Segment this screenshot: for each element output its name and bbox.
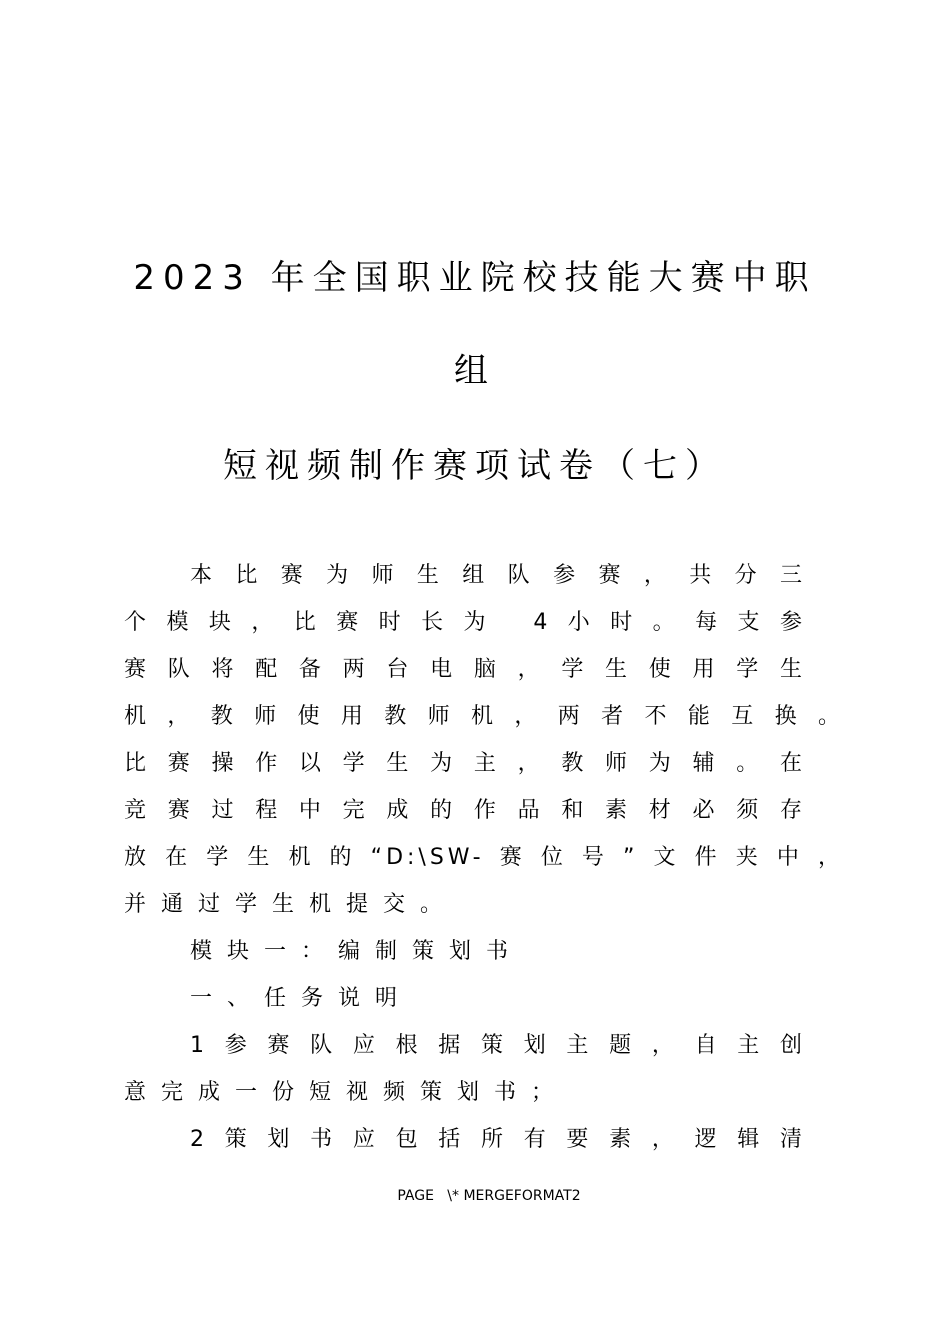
intro-line-2: 个模块，比赛时长为 4小时。每支参	[124, 610, 806, 635]
item2-line-1: 2策划书应包括所有要素，逻辑清	[190, 1127, 806, 1152]
intro-line-6: 竞赛过程中完成的作品和素材必须存	[124, 798, 806, 823]
intro-line-8: 并通过学生机提交。	[124, 892, 458, 917]
module-heading: 模块一：编制策划书	[190, 939, 524, 964]
title-line-1: 2023 年全国职业院校技能大赛中职	[133, 258, 817, 298]
title-line-2: 组	[454, 351, 496, 391]
intro-line-4: 机，教师使用教师机，两者不能互换。	[124, 704, 844, 729]
item1-line-2: 意完成一份短视频策划书；	[124, 1080, 569, 1105]
section-heading: 一、任务说明	[190, 986, 413, 1011]
page-footer: PAGE \* MERGEFORMAT2	[397, 1188, 581, 1204]
intro-line-3: 赛队将配备两台电脑，学生使用学生	[124, 657, 806, 682]
intro-line-7: 放在学生机的“D:\SW-赛位号”文件夹中，	[124, 845, 844, 870]
intro-line-1: 本比赛为师生组队参赛，共分三	[190, 563, 806, 588]
intro-line-5: 比赛操作以学生为主，教师为辅。在	[124, 751, 806, 776]
item1-line-1: 1参赛队应根据策划主题，自主创	[190, 1033, 806, 1058]
title-line-3: 短视频制作赛项试卷（七）	[223, 446, 727, 486]
